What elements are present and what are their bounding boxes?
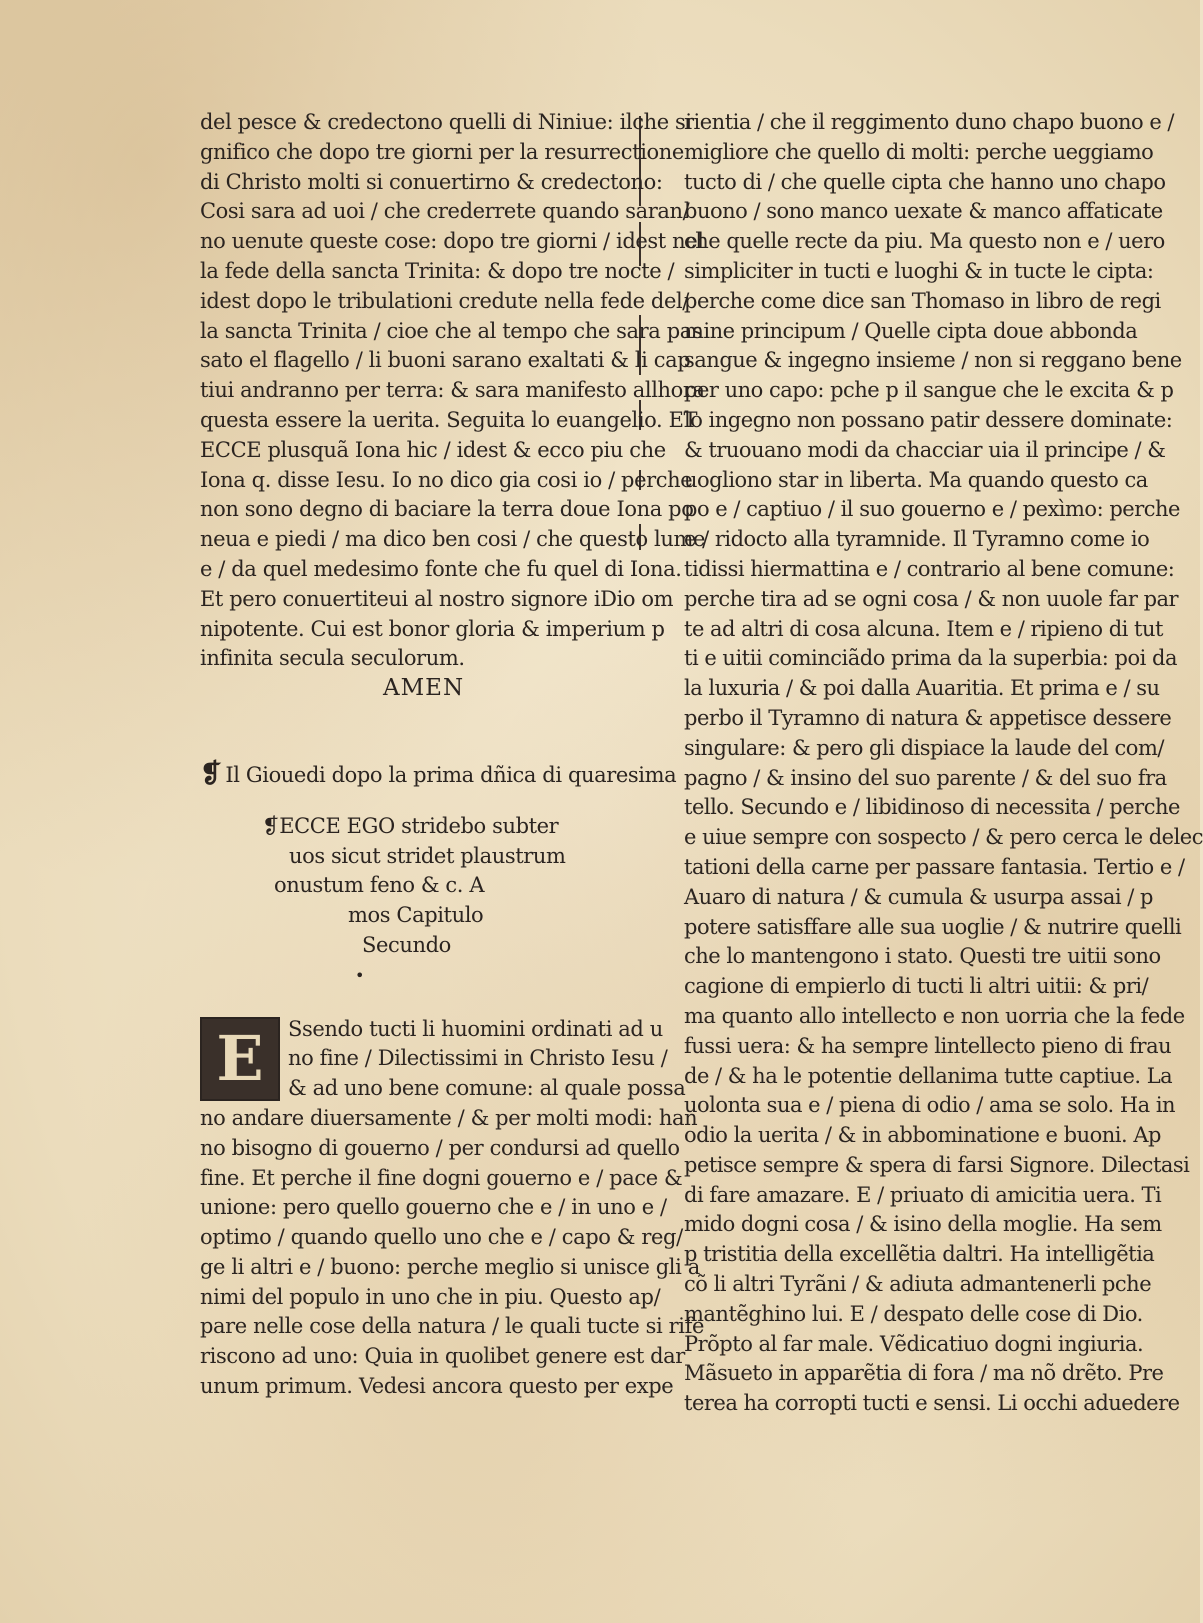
text-line: cõ li altri Tyrãni / & adiuta admantenerli pche xyxy=(684,1272,1152,1297)
right-text-block xyxy=(684,108,1203,1419)
text-line: no uenute queste cose: dopo tre giorni / idest nel xyxy=(200,229,704,254)
text-line: optimo / quando quello uno che e / capo & reg/ xyxy=(200,1225,683,1250)
text-line: no andare diuersamente / & per molti modi: han xyxy=(200,1105,698,1130)
text-line: di Christo molti si conuertirno & credectono: xyxy=(200,169,663,194)
text-line: idest dopo le tribulationi credute nella fede del/ xyxy=(200,288,689,313)
text-line: Cosi sara ad uoi / che crederrete quando saran/ xyxy=(200,199,690,224)
text-line: la fede della sancta Trinita: & dopo tre nocte / xyxy=(200,258,675,283)
text-line: mido dogni cosa / & isino della moglie. Ha sem xyxy=(684,1212,1162,1237)
text-line: po e / captiuo / il suo gouerno e / pexìmo: perche xyxy=(684,497,1180,522)
text-line: neua e piedi / ma dico ben cosi / che questo lume xyxy=(200,527,705,552)
verse-line: mos Capitulo xyxy=(348,903,484,928)
text-line: odio la uerita / & in abbominatione e buoni. Ap xyxy=(684,1123,1161,1148)
text-line: mine principum / Quelle cipta doue abbonda xyxy=(684,318,1138,343)
text-line: sangue & ingegno insieme / non si reggano bene xyxy=(684,348,1182,373)
text-line: tello. Secundo e / libidinoso di necessita / perche xyxy=(684,795,1180,820)
text-line: la sancta Trinita / cioe che al tempo che sara pas xyxy=(200,318,703,343)
text-line: ma quanto allo intellecto e non uorria che la fede xyxy=(684,1003,1185,1028)
text-line: de / & ha le potentie dellanima tutte captiue. La xyxy=(684,1063,1173,1088)
decorated-initial xyxy=(200,1017,280,1101)
verse-line: uos sicut stridet plaustrum xyxy=(289,843,566,868)
text-line: che quelle recte da piu. Ma questo non e / uero xyxy=(684,229,1165,254)
text-line: potere satisffare alle sua uoglie / & nutrire quelli xyxy=(684,914,1182,939)
left-text-block-a xyxy=(200,108,705,674)
text-line: nimi del populo in uno che in piu. Questo ap/ xyxy=(200,1284,661,1309)
text-line: no fine / Dilectissimi in Christo Iesu / xyxy=(288,1046,668,1071)
text-line: infinita secula seculorum. xyxy=(200,646,465,671)
text-line: di fare amazare. E / priuato di amicitia uera. Ti xyxy=(684,1182,1162,1207)
text-line: pare nelle cose della natura / le quali tucte si rife xyxy=(200,1314,704,1339)
text-line: Ssendo tucti li huomini ordinati ad u xyxy=(288,1016,663,1041)
text-line: lo ingegno non possano patir dessere dominate: xyxy=(684,407,1173,432)
text-line: e / ridocto alla tyramnide. Il Tyramno come io xyxy=(684,527,1150,552)
verse-line: Secundo xyxy=(362,932,451,957)
text-line: ti e uitii cominciãdo prima da la superbia: poi da xyxy=(684,646,1177,671)
text-line: tationi della carne per passare fantasia. Tertio e / xyxy=(684,854,1185,879)
text-line: ge li altri e / buono: perche meglio si unisce gli a xyxy=(200,1254,700,1279)
text-line: del pesce & credectono quelli di Niniue: ilche si xyxy=(200,110,692,134)
text-line: non sono degno di baciare la terra doue Iona po xyxy=(200,497,694,522)
text-line: & truouano modi da chacciar uia il principe / & xyxy=(684,437,1166,462)
text-line: gnifico che dopo tre giorni per la resurrectione xyxy=(200,139,684,164)
text-line: p tristitia della excellẽtia daltri. Ha intelligẽtia xyxy=(684,1242,1155,1267)
text-line: petisce sempre & spera di farsi Signore. Dilectasi xyxy=(684,1152,1190,1177)
text-line: tiui andranno per terra: & sara manifesto allhora xyxy=(200,378,705,403)
chapter-opening xyxy=(200,1015,686,1104)
text-line: che lo mantengono i stato. Questi tre uitii sono xyxy=(684,944,1161,969)
text-line: te ad altri di cosa alcuna. Item e / ripieno di tut xyxy=(684,616,1163,641)
text-line: singulare: & pero gli dispiace la laude del com/ xyxy=(684,735,1164,760)
text-line: tidissi hiermattina e / contrario al bene comune: xyxy=(684,556,1175,581)
text-line: no bisogno di gouerno / per condursi ad quello xyxy=(200,1135,680,1160)
text-line: questa essere la uerita. Seguita lo euangelio. ET xyxy=(200,407,698,432)
text-line: rientia / che il reggimento duno chapo buono e / xyxy=(684,110,1175,134)
text-line: & ad uno bene comune: al quale possa xyxy=(288,1076,686,1101)
text-line: Et pero conuertiteui al nostro signore iDio om xyxy=(200,586,674,611)
text-line: unum primum. Vedesi ancora questo per expe xyxy=(200,1374,674,1399)
text-line: cagione di empierlo di tucti li altri uitii: & pri/ xyxy=(684,974,1149,999)
text-line: terea ha corropti tucti e sensi. Li occhi aduedere xyxy=(684,1391,1180,1416)
text-line: migliore che quello di molti: perche ueggiamo xyxy=(684,139,1154,164)
text-line: Prõpto al far male. Vẽdicatiuo dogni ingiuria. xyxy=(684,1331,1144,1356)
text-line: perbo il Tyramno di natura & appetisce dessere xyxy=(684,705,1172,730)
left-text-block-b xyxy=(200,1104,704,1402)
text-line: buono / sono manco uexate & manco affaticate xyxy=(684,199,1163,224)
text-line: riscono ad uno: Quia in quolibet genere est dar xyxy=(200,1344,685,1369)
right-column xyxy=(684,108,1203,1419)
verse-line: onustum feno & c. A xyxy=(274,873,485,898)
text-line: uolonta sua e / piena di odio / ama se solo. Ha in xyxy=(684,1093,1176,1118)
text-line: uogliono star in liberta. Ma quando questo ca xyxy=(684,467,1148,492)
text-line: Iona q. disse Iesu. Io no dico gia cosi io / perche xyxy=(200,467,693,492)
text-line: nipotente. Cui est bonor gloria & imperium p xyxy=(200,616,665,641)
section-heading-text: Il Giouedi dopo la prima dñica di quaresima xyxy=(225,762,677,787)
text-line: pagno / & insino del suo parente / & del suo fra xyxy=(684,765,1167,790)
verse-line: ❡ECCE EGO stridebo subter xyxy=(262,813,559,838)
text-line: simpliciter in tucti e luoghi & in tucte le cipta: xyxy=(684,258,1154,283)
text-line: unione: pero quello gouerno che e / in uno e / xyxy=(200,1195,667,1220)
text-line: e / da quel medesimo fonte che fu quel di Iona. xyxy=(200,556,682,581)
pilcrow-mark: ❡ xyxy=(200,758,222,789)
text-line: perche come dice san Thomaso in libro de regi xyxy=(684,288,1161,313)
text-line: Auaro di natura / & cumula & usurpa assai / p xyxy=(684,884,1153,909)
left-column xyxy=(200,108,705,1402)
text-line: Mãsueto in apparẽtia di fora / ma nõ drẽto. Pre xyxy=(684,1361,1164,1386)
text-line: per uno capo: pche p il sangue che le excita & p xyxy=(684,378,1174,403)
text-line: fussi uera: & ha sempre lintellecto pieno di frau xyxy=(684,1033,1172,1058)
text-line: tucto di / che quelle cipta che hanno uno chapo xyxy=(684,169,1166,194)
text-line: ECCE plusquã Iona hic / idest & ecco piu che xyxy=(200,437,666,462)
text-line: sato el flagello / li buoni sarano exaltati & li cap xyxy=(200,348,691,373)
verse-block xyxy=(200,812,650,961)
decorated-initial-letter: E xyxy=(216,1021,264,1095)
section-heading xyxy=(200,758,677,790)
text-line: perche tira ad se ogni cosa / & non uuole far par xyxy=(684,586,1179,611)
text-line: fine. Et perche il fine dogni gouerno e / pace & xyxy=(200,1165,683,1190)
text-line: la luxuria / & poi dalla Auaritia. Et prima e / su xyxy=(684,676,1160,701)
text-line: mantẽghino lui. E / despato delle cose di Dio. xyxy=(684,1301,1143,1326)
section-mark: • xyxy=(355,965,365,985)
amen-line: AMEN xyxy=(383,675,465,702)
text-line: e uiue sempre con sospecto / & pero cerca le delec xyxy=(684,825,1203,850)
